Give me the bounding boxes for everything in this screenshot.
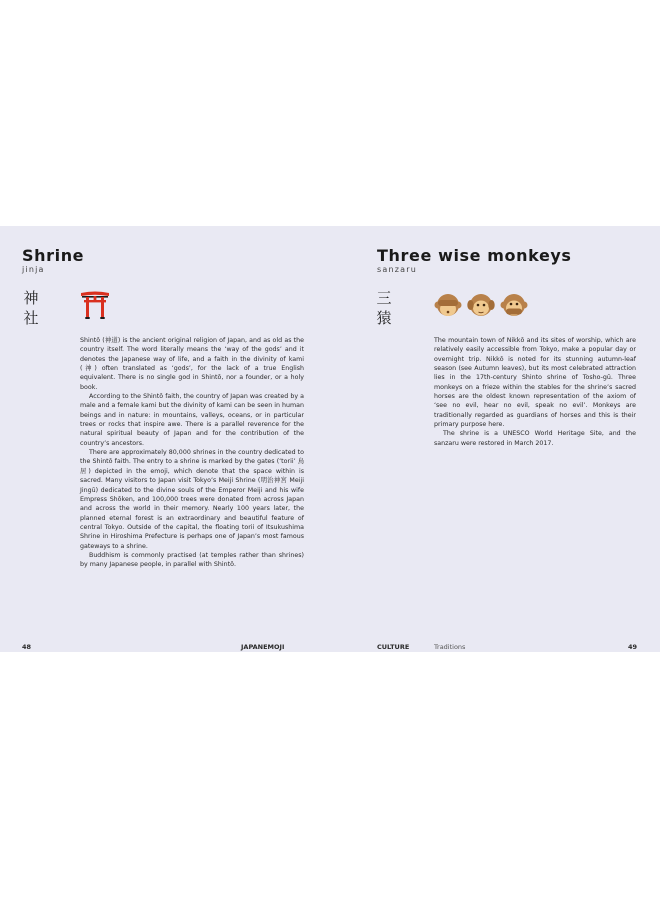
entry-reading: sanzaru bbox=[377, 265, 418, 274]
kanji-char: 社 bbox=[23, 309, 39, 327]
body-paragraph: Shintō (神道) is the ancient original religion of Japan, and as old as the country itself. The word literally means the ‘way of the gods’ and it denotes the Japanese way of life, and a faith in the divinity of kami (神) often translated as ‘gods’, for the lack of a true English equivalent. There is no single god in Shintō, nor a founder, or a holy book. bbox=[80, 337, 304, 391]
kanji-char: 猿 bbox=[376, 309, 392, 327]
hear-no-evil-monkey-icon bbox=[467, 292, 495, 320]
entry-body bbox=[80, 336, 304, 570]
entry-body bbox=[434, 336, 636, 448]
section-label: CULTURE bbox=[377, 643, 410, 651]
body-paragraph: According to the Shintō faith, the country of Japan was created by a male and a female kami but the divinity of kami can be seen in human beings and in nature: in mountains, valleys, oceans, or in particular trees or rocks that inspire awe. There is a parallel reverence for the natural spiritual beauty of Japan and for the contribution of the country’s ancestors. bbox=[80, 393, 304, 447]
entry-kanji bbox=[375, 288, 393, 328]
page-number: 48 bbox=[22, 643, 32, 651]
entry-kanji bbox=[22, 288, 40, 328]
speak-no-evil-monkey-icon bbox=[500, 292, 528, 320]
page-number: 49 bbox=[628, 643, 638, 651]
see-no-evil-monkey-icon bbox=[434, 292, 462, 320]
subsection-label: Traditions bbox=[434, 643, 466, 651]
kanji-char: 神 bbox=[23, 289, 39, 307]
left-page bbox=[0, 226, 330, 652]
body-paragraph: The mountain town of Nikkō and its sites of worship, which are relatively easily accessible from Tokyo, make a popular day or overnight trip. Nikkō is noted for its stunning autumn-leaf season (see Autumn leaves), but its most celebrated attraction lies in the 17th-century Shinto shrine of Tosho-gū. Three monkeys on a frieze within the stables for the shrine’s sacred horses are the oldest known representation of the axiom of ‘see no evil, hear no evil, speak no evil’. Monkeys are traditionally regarded as guardians of horses and this is their primary purpose here. bbox=[434, 337, 636, 429]
body-paragraph: There are approximately 80,000 shrines in the country dedicated to the Shintō faith. The entry to a shrine is marked by the gates (‘torii’ 鳥居) depicted in the emoji, which denote that the space within is sacred. Many visitors to Japan visit Tokyo’s Meiji Shrine (明治神宮 Meiji Jingū) dedicated to the divine souls of the Emperor Meiji and his wife Empress Shōken, and 100,000 trees were donated from across Japan and across the world in their memory. Nearly 100 years later, the planned eternal forest is an extraordinary and beautiful feature of central Tokyo. Outside of the capital, the floating torii of Itsukushima Shrine in Hiroshima Prefecture is perhaps one of Japan’s most famous gateways to a shrine. bbox=[80, 449, 304, 550]
entry-title: Shrine bbox=[22, 246, 85, 265]
book-spread bbox=[0, 226, 660, 652]
body-paragraph: The shrine is a UNESCO World Heritage Site, and the sanzaru were restored in March 2017. bbox=[434, 430, 636, 447]
entry-reading: jinja bbox=[22, 265, 45, 274]
torii-gate-icon bbox=[80, 290, 110, 320]
body-paragraph: Buddhism is commonly practised (at temples rather than shrines) by many Japanese people, in parallel with Shintō. bbox=[80, 551, 304, 569]
running-head: JAPANEMOJI bbox=[241, 643, 285, 651]
right-page bbox=[330, 226, 660, 652]
entry-title: Three wise monkeys bbox=[377, 246, 572, 265]
kanji-char: 三 bbox=[376, 289, 392, 307]
